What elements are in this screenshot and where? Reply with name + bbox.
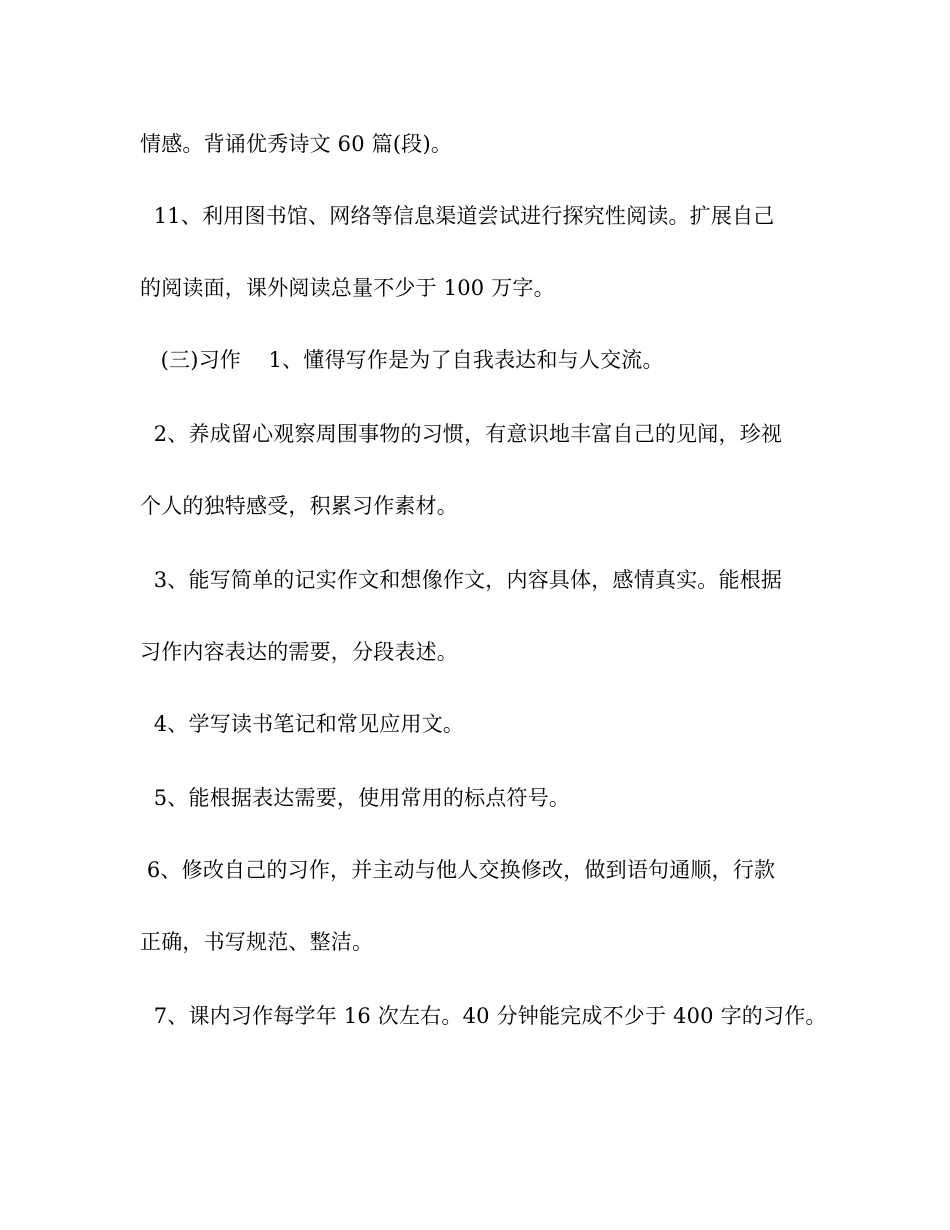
text-line: 2、养成留心观察周围事物的习惯，有意识地丰富自己的见闻，珍视 (140, 422, 783, 446)
text-line: 个人的独特感受，积累习作素材。 (140, 494, 458, 518)
text-line: 情感。背诵优秀诗文 60 篇(段)。 (140, 132, 453, 156)
text-line: 3、能写简单的记实作文和想像作文，内容具体，感情真实。能根据 (140, 568, 783, 592)
text-line: 4、学写读书笔记和常见应用文。 (140, 712, 465, 736)
text-line: 6、修改自己的习作，并主动与他人交换修改，做到语句通顺，行款 (140, 858, 776, 882)
text-line: 习作内容表达的需要，分段表述。 (140, 640, 458, 664)
text-line: 的阅读面，课外阅读总量不少于 100 万字。 (140, 276, 555, 300)
text-line: 7、课内习作每学年 16 次左右。40 分钟能完成不少于 400 字的习作。 (140, 1004, 827, 1028)
text-line: 正确，书写规范、整洁。 (140, 930, 374, 954)
text-line: (三)习作 1、懂得写作是为了自我表达和与人交流。 (140, 348, 664, 372)
text-line: 5、能根据表达需要，使用常用的标点符号。 (140, 786, 571, 810)
text-line: 11、利用图书馆、网络等信息渠道尝试进行探究性阅读。扩展自己 (140, 204, 775, 228)
